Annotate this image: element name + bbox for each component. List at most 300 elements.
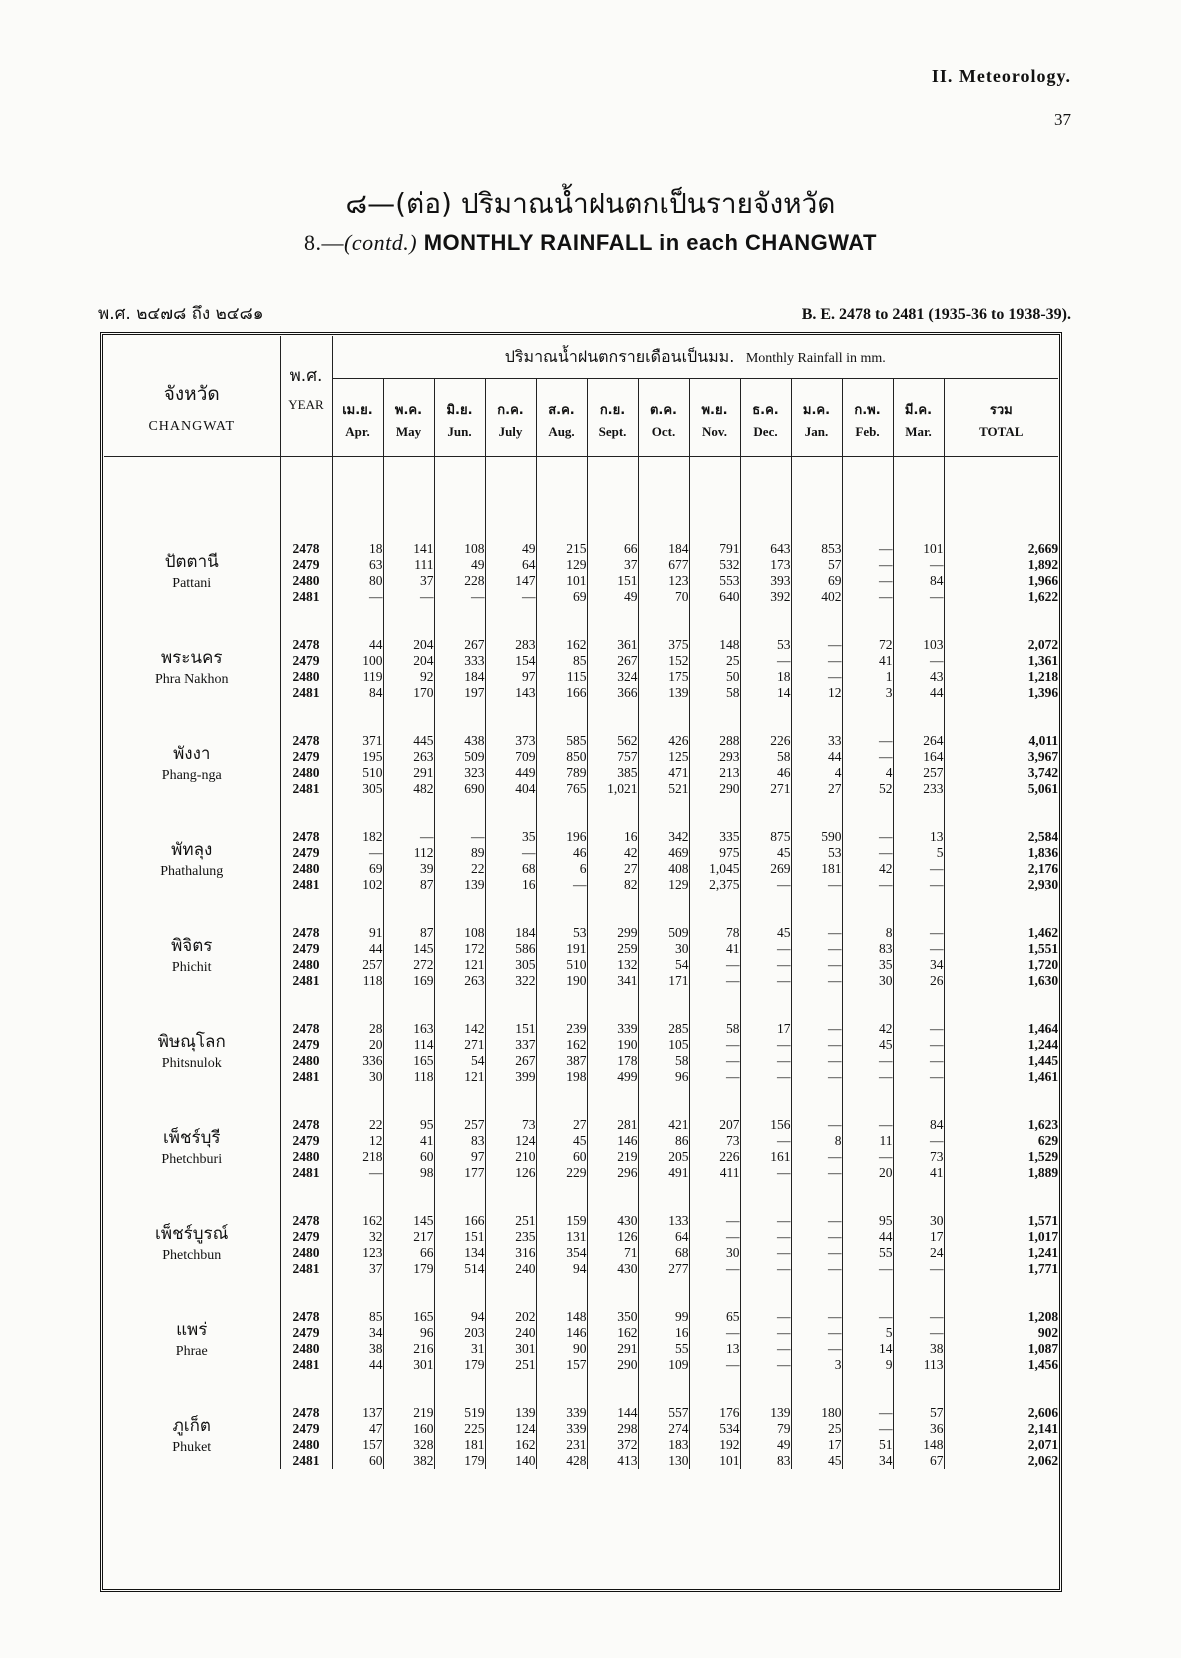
rainfall-cell: 875 — [740, 829, 791, 845]
rainfall-cell: 73 — [485, 1117, 536, 1133]
rainfall-cell: 58 — [689, 685, 740, 701]
rainfall-cell: 119 — [332, 669, 383, 685]
total-cell: 1,771 — [944, 1261, 1058, 1277]
rainfall-cell: 82 — [587, 877, 638, 893]
rainfall-cell: 281 — [587, 1117, 638, 1133]
rainfall-cell: 177 — [434, 1165, 485, 1181]
rainfall-cell: 54 — [434, 1053, 485, 1069]
rainfall-cell: 166 — [536, 685, 587, 701]
rainfall-cell: — — [842, 1421, 893, 1437]
title-main: MONTHLY RAINFALL in each CHANGWAT — [423, 230, 877, 255]
rainfall-cell: 68 — [485, 861, 536, 877]
rainfall-cell: — — [791, 941, 842, 957]
changwat-name-thai: แพร่ — [176, 1320, 208, 1340]
total-cell: 1,017 — [944, 1229, 1058, 1245]
month-header-english: Feb. — [855, 424, 880, 440]
rainfall-cell: 219 — [383, 1405, 434, 1421]
month-header-thai: ก.ย. — [599, 403, 626, 419]
rainfall-cell: — — [791, 877, 842, 893]
rainfall-cell: — — [791, 1149, 842, 1165]
total-cell: 2,141 — [944, 1421, 1058, 1437]
rainfall-cell: 42 — [587, 845, 638, 861]
month-header-english: Dec. — [753, 424, 778, 440]
rainfall-cell: 6 — [536, 861, 587, 877]
month-header-english: May — [395, 424, 422, 440]
rainfall-cell: 171 — [638, 973, 689, 989]
monthly-caption — [332, 336, 1058, 379]
rainfall-cell: 156 — [740, 1117, 791, 1133]
rainfall-cell: — — [791, 1053, 842, 1069]
year-cell: 2478 — [280, 925, 332, 941]
total-cell: 2,072 — [944, 637, 1058, 653]
rainfall-cell: 166 — [434, 1213, 485, 1229]
month-header — [893, 379, 944, 457]
rainfall-cell: 44 — [332, 1357, 383, 1373]
rainfall-cell: 215 — [536, 541, 587, 557]
month-header-thai: มี.ค. — [904, 403, 933, 419]
rainfall-cell: 298 — [587, 1421, 638, 1437]
month-header — [791, 379, 842, 457]
rainfall-cell: 20 — [842, 1165, 893, 1181]
rainfall-cell: — — [791, 1165, 842, 1181]
rainfall-cell: 17 — [740, 1021, 791, 1037]
month-header-thai: พ.ย. — [701, 403, 728, 419]
total-cell: 2,606 — [944, 1405, 1058, 1421]
rainfall-cell: — — [893, 653, 944, 669]
changwat-name — [104, 925, 280, 989]
rainfall-cell: 73 — [689, 1133, 740, 1149]
year-cell: 2478 — [280, 1021, 332, 1037]
changwat-name — [104, 541, 280, 605]
rainfall-cell: 482 — [383, 781, 434, 797]
changwat-name-english: Phrae — [175, 1344, 208, 1359]
rainfall-cell: 184 — [434, 669, 485, 685]
rainfall-cell: 85 — [332, 1309, 383, 1325]
rainfall-cell: — — [893, 1133, 944, 1149]
rainfall-cell: — — [332, 845, 383, 861]
rainfall-cell: 43 — [893, 669, 944, 685]
month-header-english: Mar. — [905, 424, 932, 440]
rainfall-cell: 140 — [485, 1453, 536, 1469]
rainfall-cell: — — [740, 1261, 791, 1277]
rainfall-cell: 45 — [791, 1453, 842, 1469]
rainfall-cell: 131 — [536, 1229, 587, 1245]
year-cell: 2481 — [280, 589, 332, 605]
rainfall-cell: 393 — [740, 573, 791, 589]
rainfall-cell: 12 — [332, 1133, 383, 1149]
total-cell: 1,361 — [944, 653, 1058, 669]
rainfall-cell: 339 — [536, 1421, 587, 1437]
table-row — [104, 1213, 1058, 1229]
year-cell: 2481 — [280, 1261, 332, 1277]
rainfall-cell: 130 — [638, 1453, 689, 1469]
rainfall-cell: — — [791, 1021, 842, 1037]
rainfall-cell: 37 — [383, 573, 434, 589]
rainfall-cell: 385 — [587, 765, 638, 781]
rainfall-cell: 181 — [791, 861, 842, 877]
rainfall-cell: 180 — [791, 1405, 842, 1421]
total-cell: 1,456 — [944, 1357, 1058, 1373]
rainfall-cell: — — [893, 877, 944, 893]
rainfall-cell: 9 — [842, 1357, 893, 1373]
rainfall-cell: 430 — [587, 1213, 638, 1229]
rainfall-cell: 16 — [587, 829, 638, 845]
changwat-name — [104, 1309, 280, 1373]
rainfall-cell: 38 — [893, 1341, 944, 1357]
rainfall-cell: 640 — [689, 589, 740, 605]
rainfall-cell: 514 — [434, 1261, 485, 1277]
rainfall-cell: 94 — [434, 1309, 485, 1325]
rainfall-cell: 274 — [638, 1421, 689, 1437]
rainfall-cell: 69 — [536, 589, 587, 605]
rainfall-cell: 50 — [689, 669, 740, 685]
rainfall-cell: — — [689, 957, 740, 973]
monthly-caption-thai: ปริมาณน้ำฝนตกรายเดือนเป็นมม. — [504, 346, 735, 366]
rainfall-cell: 532 — [689, 557, 740, 573]
month-header-thai: มิ.ย. — [446, 403, 473, 419]
rainfall-cell: — — [791, 653, 842, 669]
month-header — [332, 379, 383, 457]
rainfall-cell: 105 — [638, 1037, 689, 1053]
rainfall-cell: 35 — [485, 829, 536, 845]
month-header-thai: ธ.ค. — [752, 403, 779, 419]
rainfall-cell: 28 — [332, 1021, 383, 1037]
rainfall-cell: 85 — [536, 653, 587, 669]
rainfall-cell: 709 — [485, 749, 536, 765]
rainfall-cell: — — [791, 1213, 842, 1229]
rainfall-cell: 161 — [740, 1149, 791, 1165]
rainfall-cell: — — [740, 1213, 791, 1229]
changwat-name-english: Phetchbun — [162, 1248, 222, 1263]
changwat-name-english: Phichit — [171, 960, 212, 975]
rainfall-cell: — — [740, 941, 791, 957]
rainfall-cell: 36 — [893, 1421, 944, 1437]
month-header — [383, 379, 434, 457]
month-header-thai: ต.ค. — [649, 403, 677, 419]
rainfall-cell: 49 — [740, 1437, 791, 1453]
rainfall-cell: 80 — [332, 573, 383, 589]
rainfall-cell: 218 — [332, 1149, 383, 1165]
total-cell: 2,930 — [944, 877, 1058, 893]
rainfall-cell: 42 — [842, 1021, 893, 1037]
rainfall-cell: 145 — [383, 941, 434, 957]
rainfall-cell: 301 — [383, 1357, 434, 1373]
rainfall-cell: 129 — [536, 557, 587, 573]
month-header — [842, 379, 893, 457]
month-header-thai: พ.ค. — [394, 403, 423, 419]
rainfall-cell: 301 — [485, 1341, 536, 1357]
rainfall-cell: 53 — [536, 925, 587, 941]
total-cell: 1,241 — [944, 1245, 1058, 1261]
rainfall-cell: 147 — [485, 573, 536, 589]
rainfall-cell: 408 — [638, 861, 689, 877]
rainfall-cell: 164 — [893, 749, 944, 765]
rainfall-cell: 404 — [485, 781, 536, 797]
rainfall-cell: 4 — [791, 765, 842, 781]
rainfall-cell: 337 — [485, 1037, 536, 1053]
changwat-name-thai: พิษณุโลก — [157, 1032, 226, 1052]
rainfall-cell: — — [791, 1325, 842, 1341]
rainfall-cell: 53 — [740, 637, 791, 653]
rainfall-cell: 271 — [434, 1037, 485, 1053]
rainfall-cell: 71 — [587, 1245, 638, 1261]
rainfall-cell: 151 — [434, 1229, 485, 1245]
year-cell: 2481 — [280, 1357, 332, 1373]
rainfall-cell: — — [740, 877, 791, 893]
rainfall-cell: 64 — [485, 557, 536, 573]
rainfall-cell: 239 — [536, 1021, 587, 1037]
rainfall-cell: 78 — [689, 925, 740, 941]
changwat-name-thai: พิจิตร — [171, 936, 213, 956]
title-english — [0, 230, 1181, 256]
total-cell: 1,461 — [944, 1069, 1058, 1085]
rainfall-cell: 195 — [332, 749, 383, 765]
rainfall-cell: 160 — [383, 1421, 434, 1437]
rainfall-cell: 421 — [638, 1117, 689, 1133]
rainfall-cell: 101 — [536, 573, 587, 589]
title-contd: (contd.) — [344, 230, 418, 255]
table-row — [104, 733, 1058, 749]
rainfall-cell: 97 — [485, 669, 536, 685]
rainfall-cell: — — [842, 877, 893, 893]
rainfall-cell: 387 — [536, 1053, 587, 1069]
rainfall-cell: — — [383, 829, 434, 845]
rainfall-cell: 371 — [332, 733, 383, 749]
rainfall-cell: 510 — [536, 957, 587, 973]
rainfall-cell: 190 — [536, 973, 587, 989]
changwat-name-english: Phuket — [172, 1440, 212, 1455]
rainfall-cell: 24 — [893, 1245, 944, 1261]
rainfall-cell: 18 — [332, 541, 383, 557]
rainfall-cell: 229 — [536, 1165, 587, 1181]
year-cell: 2480 — [280, 669, 332, 685]
rainfall-cell: 3 — [842, 685, 893, 701]
total-cell: 902 — [944, 1325, 1058, 1341]
rainfall-cell: 226 — [689, 1149, 740, 1165]
rainfall-cell: 198 — [536, 1069, 587, 1085]
rainfall-cell: 41 — [689, 941, 740, 957]
rainfall-cell: 534 — [689, 1421, 740, 1437]
month-header-english: Nov. — [702, 424, 727, 440]
rainfall-cell: — — [893, 557, 944, 573]
rainfall-cell: 850 — [536, 749, 587, 765]
year-header-thai: พ.ศ. — [289, 366, 323, 386]
rainfall-cell: 12 — [791, 685, 842, 701]
rainfall-cell: 341 — [587, 973, 638, 989]
rainfall-cell: 590 — [791, 829, 842, 845]
rainfall-cell: — — [740, 1309, 791, 1325]
total-cell: 1,571 — [944, 1213, 1058, 1229]
rainfall-cell: 41 — [383, 1133, 434, 1149]
rainfall-cell: 157 — [536, 1357, 587, 1373]
period-english: B. E. 2478 to 2481 (1935-36 to 1938-39). — [801, 306, 1071, 323]
year-cell: 2478 — [280, 1117, 332, 1133]
rainfall-cell: 14 — [842, 1341, 893, 1357]
rainfall-cell: — — [842, 541, 893, 557]
changwat-name — [104, 733, 280, 797]
table-row — [104, 1405, 1058, 1421]
rainfall-cell: 162 — [536, 637, 587, 653]
year-cell: 2479 — [280, 557, 332, 573]
rainfall-cell: 290 — [587, 1357, 638, 1373]
rainfall-cell: 55 — [842, 1245, 893, 1261]
total-cell: 5,061 — [944, 781, 1058, 797]
rainfall-cell: 13 — [893, 829, 944, 845]
year-cell: 2479 — [280, 845, 332, 861]
rainfall-cell: 17 — [893, 1229, 944, 1245]
rainfall-cell: 975 — [689, 845, 740, 861]
rainfall-cell: 27 — [587, 861, 638, 877]
changwat-name-thai: ปัตตานี — [164, 552, 219, 572]
changwat-header-english: CHANGWAT — [148, 419, 236, 434]
rainfall-cell: 184 — [638, 541, 689, 557]
month-header-thai: ส.ค. — [548, 403, 575, 419]
rainfall-cell: — — [791, 1341, 842, 1357]
rainfall-cell: 92 — [383, 669, 434, 685]
rainfall-cell: — — [842, 589, 893, 605]
total-cell: 1,622 — [944, 589, 1058, 605]
rainfall-cell: 124 — [485, 1133, 536, 1149]
rainfall-cell: 126 — [485, 1165, 536, 1181]
year-cell: 2481 — [280, 973, 332, 989]
rainfall-cell: 399 — [485, 1069, 536, 1085]
changwat-name — [104, 637, 280, 701]
changwat-name-thai: ภูเก็ต — [172, 1416, 211, 1436]
rainfall-cell: 296 — [587, 1165, 638, 1181]
rainfall-cell: 16 — [485, 877, 536, 893]
rainfall-cell: — — [791, 669, 842, 685]
rainfall-cell: 178 — [587, 1053, 638, 1069]
rainfall-cell: 438 — [434, 733, 485, 749]
rainfall-cell: — — [893, 1021, 944, 1037]
table-row — [104, 925, 1058, 941]
total-cell: 3,742 — [944, 765, 1058, 781]
rainfall-cell: 99 — [638, 1309, 689, 1325]
total-cell: 1,208 — [944, 1309, 1058, 1325]
rainfall-cell: 79 — [740, 1421, 791, 1437]
running-head: II. Meteorology. — [931, 66, 1071, 86]
total-cell: 1,445 — [944, 1053, 1058, 1069]
rainfall-cell: 45 — [842, 1037, 893, 1053]
rainfall-cell: 57 — [893, 1405, 944, 1421]
rainfall-cell: 83 — [842, 941, 893, 957]
rainfall-cell: 44 — [332, 941, 383, 957]
rainfall-cell: 184 — [485, 925, 536, 941]
total-cell: 4,011 — [944, 733, 1058, 749]
changwat-name-thai: เพ็ชร์บูรณ์ — [155, 1224, 229, 1244]
month-header — [689, 379, 740, 457]
rainfall-cell: 22 — [434, 861, 485, 877]
rainfall-cell: 509 — [638, 925, 689, 941]
rainfall-cell: 1 — [842, 669, 893, 685]
rainfall-cell: 240 — [485, 1325, 536, 1341]
rainfall-cell: 179 — [434, 1357, 485, 1373]
rainfall-cell: 44 — [332, 637, 383, 653]
rainfall-cell: 428 — [536, 1453, 587, 1469]
rainfall-cell: 509 — [434, 749, 485, 765]
rainfall-cell: 163 — [383, 1021, 434, 1037]
rainfall-cell: 129 — [638, 877, 689, 893]
rainfall-cell: 113 — [893, 1357, 944, 1373]
rainfall-cell: 350 — [587, 1309, 638, 1325]
rainfall-cell: 64 — [638, 1229, 689, 1245]
month-header — [740, 379, 791, 457]
rainfall-cell: — — [689, 1213, 740, 1229]
rainfall-cell: 157 — [332, 1437, 383, 1453]
rainfall-cell: 162 — [587, 1325, 638, 1341]
rainfall-cell: 58 — [638, 1053, 689, 1069]
rainfall-cell: 102 — [332, 877, 383, 893]
year-cell: 2481 — [280, 781, 332, 797]
rainfall-cell: — — [740, 1053, 791, 1069]
rainfall-cell: 3 — [791, 1357, 842, 1373]
rainfall-cell: 30 — [842, 973, 893, 989]
changwat-name-thai: พังงา — [173, 744, 211, 764]
rainfall-cell: 216 — [383, 1341, 434, 1357]
rainfall-cell: 111 — [383, 557, 434, 573]
rainfall-cell: 335 — [689, 829, 740, 845]
rainfall-cell: 41 — [893, 1165, 944, 1181]
rainfall-cell: 259 — [587, 941, 638, 957]
rainfall-cell: 342 — [638, 829, 689, 845]
rainfall-cell: 87 — [383, 925, 434, 941]
table-row — [104, 1117, 1058, 1133]
rainfall-cell: — — [842, 829, 893, 845]
rainfall-cell: 133 — [638, 1213, 689, 1229]
rainfall-cell: — — [893, 1309, 944, 1325]
rainfall-cell: 97 — [434, 1149, 485, 1165]
rainfall-cell: 148 — [689, 637, 740, 653]
month-header — [434, 379, 485, 457]
rainfall-cell: — — [536, 877, 587, 893]
rainfall-cell: 267 — [587, 653, 638, 669]
rainfall-cell: 176 — [689, 1405, 740, 1421]
rainfall-cell: 277 — [638, 1261, 689, 1277]
table-row — [104, 829, 1058, 845]
changwat-name-thai: พระนคร — [160, 648, 223, 668]
rainfall-cell: 757 — [587, 749, 638, 765]
rainfall-cell: 16 — [638, 1325, 689, 1341]
changwat-header — [104, 336, 280, 457]
year-cell: 2478 — [280, 541, 332, 557]
rainfall-cell: 339 — [587, 1021, 638, 1037]
rainfall-cell: — — [689, 1069, 740, 1085]
rainfall-cell: 170 — [383, 685, 434, 701]
rainfall-cell: 123 — [638, 573, 689, 589]
rainfall-cell: 154 — [485, 653, 536, 669]
total-cell: 1,623 — [944, 1117, 1058, 1133]
year-cell: 2478 — [280, 1405, 332, 1421]
rainfall-cell: 20 — [332, 1037, 383, 1053]
rainfall-cell: 148 — [536, 1309, 587, 1325]
rainfall-cell: 11 — [842, 1133, 893, 1149]
rainfall-cell: 27 — [791, 781, 842, 797]
rainfall-cell: 430 — [587, 1261, 638, 1277]
rainfall-cell: — — [434, 829, 485, 845]
rainfall-cell: — — [842, 557, 893, 573]
rainfall-cell: 152 — [638, 653, 689, 669]
changwat-name-english: Phra Nakhon — [155, 672, 229, 687]
total-cell: 1,529 — [944, 1149, 1058, 1165]
rainfall-cell: 142 — [434, 1021, 485, 1037]
rainfall-cell: 118 — [383, 1069, 434, 1085]
rainfall-cell: — — [791, 973, 842, 989]
month-header — [638, 379, 689, 457]
rainfall-cell: 204 — [383, 653, 434, 669]
year-cell: 2480 — [280, 1053, 332, 1069]
rainfall-cell: 30 — [893, 1213, 944, 1229]
rainfall-cell: 2,375 — [689, 877, 740, 893]
